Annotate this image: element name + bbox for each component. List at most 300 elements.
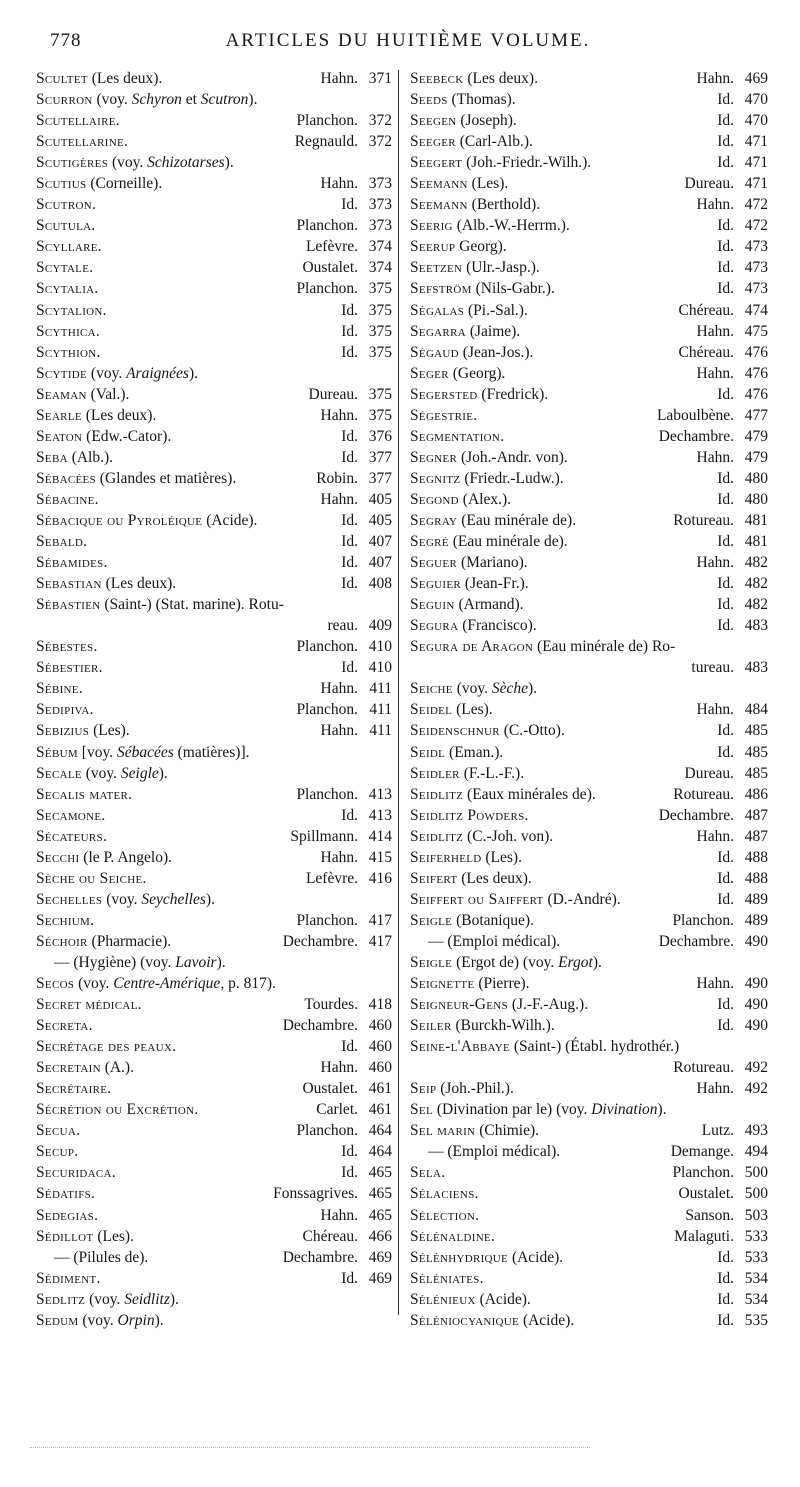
index-entry: [410, 110, 768, 131]
entry-term: [410, 278, 717, 299]
entry-term: [36, 636, 296, 657]
entry-author: Demange.: [670, 1143, 734, 1161]
entry-headword: Segura: [410, 617, 459, 635]
entry-crossref: Seigle: [120, 764, 159, 782]
entry-page: 415: [368, 848, 392, 866]
entry-term: [36, 657, 341, 678]
entry-detail: (Alex.).: [458, 490, 511, 508]
entry-page: 413: [368, 785, 392, 803]
entry-term: [410, 1099, 734, 1120]
entry-author: Hahn.: [320, 848, 358, 866]
entry-page: 485: [744, 764, 768, 782]
index-entry: [36, 1120, 392, 1141]
entry-author: Hahn.: [320, 680, 358, 698]
entry-headword: Secrétaire.: [36, 1080, 112, 1098]
index-entry: [36, 131, 392, 152]
entry-term: [36, 89, 358, 110]
entry-page: 482: [744, 575, 768, 593]
entry-headword: Sèche ou Seiche.: [36, 869, 147, 887]
page-title: ARTICLES DU HUITIÈME VOLUME.: [225, 30, 591, 51]
index-entry: [36, 447, 392, 468]
entry-author: Id.: [717, 385, 734, 403]
entry-headword: Sedum: [36, 1311, 79, 1329]
entry-page: 461: [368, 1080, 392, 1098]
entry-headword: Sédatifs.: [36, 1185, 96, 1203]
entry-author: Hahn.: [320, 406, 358, 424]
entry-detail: (voy.: [85, 1290, 125, 1308]
entry-detail: ).: [224, 154, 234, 172]
entry-detail: (Pi.-Sal.).: [464, 301, 528, 319]
entry-term: [410, 447, 697, 468]
entry-headword: Seiler: [410, 1017, 452, 1035]
entry-detail: (Joh.-Phil.).: [436, 1080, 514, 1098]
entry-page: 405: [368, 490, 392, 508]
entry-headword: Scutellaire.: [36, 112, 120, 130]
entry-headword: Séchoir: [36, 932, 88, 950]
entry-crossref: Centre-Amérique: [113, 975, 221, 993]
entry-headword: Sébamides.: [36, 554, 108, 572]
page-number: 778: [50, 30, 82, 51]
index-entry: [36, 889, 392, 910]
entry-page: 533: [744, 1227, 768, 1245]
entry-headword: Ségestrie.: [410, 406, 478, 424]
index-entry: [36, 994, 392, 1015]
entry-detail: (Joh.-Andr. von).: [457, 448, 568, 466]
entry-term: [410, 489, 717, 510]
entry-term: [410, 384, 717, 405]
index-entry: [36, 1205, 392, 1226]
entry-page: 476: [744, 385, 768, 403]
entry-term: [36, 468, 316, 489]
entry-term: [410, 342, 678, 363]
entry-author: Hahn.: [320, 175, 358, 193]
entry-author: Id.: [341, 806, 358, 824]
entry-page: 373: [368, 217, 392, 235]
entry-term: [410, 552, 697, 573]
entry-term: [36, 1310, 358, 1331]
entry-author: Dureau.: [684, 175, 734, 193]
entry-term: [410, 973, 697, 994]
entry-term: [410, 952, 734, 973]
entry-term: [36, 952, 358, 973]
index-entry: [410, 615, 768, 636]
entry-term: [410, 1268, 717, 1289]
entry-detail: (Emploi médical).: [447, 1143, 561, 1161]
entry-headword: Secret médical.: [36, 996, 142, 1014]
entry-author: Id.: [717, 112, 734, 130]
entry-author: Lefèvre.: [305, 869, 358, 887]
entry-term: [36, 363, 358, 384]
entry-page: 417: [368, 911, 392, 929]
entry-page: 482: [744, 554, 768, 572]
entry-author: Rotureau.: [673, 785, 734, 803]
index-entry: [410, 994, 768, 1015]
entry-term: [410, 720, 717, 741]
entry-page: 533: [744, 1248, 768, 1266]
entry-term: [410, 784, 673, 805]
entry-detail: (Les).: [481, 848, 522, 866]
entry-author: Tourdes.: [304, 996, 358, 1014]
index-entry: [410, 1057, 768, 1078]
entry-term: [36, 131, 295, 152]
entry-detail: (Acide).: [475, 1290, 531, 1308]
entry-term: [410, 1289, 717, 1310]
entry-page: 407: [368, 554, 392, 572]
entry-headword: Seemann: [410, 175, 468, 193]
entry-detail: tureau.: [691, 659, 734, 677]
entry-page: 490: [744, 996, 768, 1014]
entry-page: 482: [744, 596, 768, 614]
entry-term: [410, 1205, 685, 1226]
entry-crossref: Seidlitz: [124, 1290, 170, 1308]
entry-headword: Seiche: [410, 680, 453, 698]
entry-page: 474: [744, 301, 768, 319]
entry-author: Id.: [341, 301, 358, 319]
entry-term: [36, 384, 309, 405]
index-entry: [36, 552, 392, 573]
index-entry: [36, 973, 392, 994]
entry-headword: Scytide: [36, 364, 88, 382]
entry-page: 374: [368, 238, 392, 256]
entry-term: [36, 784, 296, 805]
index-entry: [36, 152, 392, 173]
entry-term: [410, 300, 678, 321]
entry-detail: (J.-F.-Aug.).: [507, 996, 589, 1014]
entry-author: Id.: [717, 1248, 734, 1266]
entry-term: [410, 699, 697, 720]
entry-page: 500: [744, 1164, 768, 1182]
entry-author: Hahn.: [696, 322, 734, 340]
index-entry: [410, 215, 768, 236]
index-entry: [410, 1162, 768, 1183]
entry-detail: (Burckh-Wilh.).: [451, 1017, 555, 1035]
entry-term: [36, 1183, 273, 1204]
entry-term: [410, 68, 697, 89]
entry-author: Id.: [717, 133, 734, 151]
entry-headword: Securidaca.: [36, 1164, 116, 1182]
entry-headword: Sélection.: [410, 1206, 480, 1224]
entry-headword: Secua.: [36, 1122, 81, 1140]
entry-author: Hahn.: [696, 701, 734, 719]
entry-term: [410, 131, 717, 152]
entry-headword: Segond: [410, 490, 459, 508]
entry-author: Id.: [717, 217, 734, 235]
entry-headword: Seemann: [410, 196, 468, 214]
entry-page: 466: [368, 1227, 392, 1245]
entry-author: Chéreau.: [678, 343, 734, 361]
entry-dash: —: [428, 1143, 448, 1161]
entry-page: 416: [368, 869, 392, 887]
index-entry: [36, 194, 392, 215]
entry-headword: Sécateurs.: [36, 827, 108, 845]
entry-page: 418: [368, 996, 392, 1014]
entry-term: [36, 1162, 341, 1183]
index-entry: [36, 173, 392, 194]
entry-crossref: Seychelles: [141, 890, 206, 908]
index-entry: [410, 426, 768, 447]
entry-author: Id.: [341, 427, 358, 445]
index-entry: [36, 321, 392, 342]
entry-term: [36, 110, 296, 131]
entry-page: 411: [369, 722, 392, 740]
entry-term: [410, 742, 717, 763]
entry-author: Dechambre.: [282, 932, 358, 950]
entry-author: Regnauld.: [294, 133, 358, 151]
entry-page: 413: [368, 806, 392, 824]
entry-dash: —: [428, 932, 448, 950]
entry-detail: et: [181, 91, 201, 109]
entry-headword: Sefström: [410, 280, 472, 298]
entry-page: 465: [368, 1206, 392, 1224]
entry-author: Dureau.: [684, 764, 734, 782]
entry-detail: ).: [205, 890, 215, 908]
entry-page: 473: [744, 238, 768, 256]
entry-headword: Séléniocyanique: [410, 1311, 520, 1329]
entry-detail: (Saint-) (Établ. hydrothér.): [510, 1038, 680, 1056]
entry-headword: Séléniates.: [410, 1269, 484, 1287]
entry-headword: Sélénaldine.: [410, 1227, 496, 1245]
entry-headword: Seidler: [410, 764, 460, 782]
entry-author: Hahn.: [320, 722, 358, 740]
entry-author: Id.: [717, 1311, 734, 1329]
entry-headword: Seidenschnur: [410, 722, 500, 740]
entry-page: 460: [368, 1038, 392, 1056]
entry-term: [36, 426, 341, 447]
index-entry: [410, 363, 768, 384]
entry-page: 375: [368, 343, 392, 361]
entry-headword: Scultet: [36, 70, 88, 87]
entry-author: Planchon.: [672, 911, 734, 929]
index-entry: [410, 552, 768, 573]
entry-author: Hahn.: [696, 827, 734, 845]
entry-page: 481: [744, 533, 768, 551]
entry-detail: (Val.).: [86, 385, 130, 403]
index-entry: [36, 1268, 392, 1289]
entry-headword: Seiferheld: [410, 848, 482, 866]
entry-detail: (Pharmacie).: [87, 932, 172, 950]
entry-headword: Segersted: [410, 385, 478, 403]
entry-headword: Segura de Aragon: [410, 638, 534, 656]
entry-detail: ).: [527, 680, 538, 698]
entry-headword: Seba: [36, 448, 68, 466]
index-entry: [410, 952, 768, 973]
entry-author: Dechambre.: [658, 427, 734, 445]
entry-author: Planchon.: [296, 911, 358, 929]
entry-term: [36, 1078, 302, 1099]
entry-page: 407: [368, 533, 392, 551]
entry-page: 494: [744, 1143, 768, 1161]
entry-page: 475: [744, 322, 768, 340]
entry-headword: Segnitz: [410, 469, 461, 487]
entry-headword: Scythica.: [36, 322, 101, 340]
entry-headword: Ségalas: [410, 301, 465, 319]
entry-detail: (Les deux).: [81, 406, 157, 424]
entry-page: 492: [744, 1080, 768, 1098]
entry-page: 493: [744, 1122, 768, 1140]
entry-page: 471: [744, 175, 768, 193]
index-entry: [36, 763, 392, 784]
entry-term: [36, 1057, 321, 1078]
index-entry: [36, 1162, 392, 1183]
index-entry: [36, 426, 392, 447]
entry-headword: Sébacées: [36, 469, 96, 487]
index-entry: [36, 1226, 392, 1247]
entry-author: Id.: [717, 259, 734, 277]
entry-detail: (Joh.-Friedr.-Wilh.).: [462, 154, 592, 172]
entry-author: Dechambre.: [658, 806, 734, 824]
entry-headword: Seaton: [36, 427, 83, 445]
entry-detail: (Ulr.-Jasp.).: [462, 259, 540, 277]
index-entry: [410, 194, 768, 215]
entry-headword: Secamone.: [36, 806, 106, 824]
index-entry: [410, 868, 768, 889]
entry-page: 486: [744, 785, 768, 803]
entry-author: Hahn.: [696, 364, 734, 382]
entry-author: Id.: [717, 996, 734, 1014]
entry-page: 410: [368, 638, 392, 656]
entry-page: 373: [368, 196, 392, 214]
entry-headword: Sedipiva.: [36, 701, 94, 719]
entry-term: [36, 763, 358, 784]
entry-detail: Georg).: [455, 238, 507, 256]
entry-headword: Seidlitz: [410, 785, 464, 803]
entry-term: [36, 1120, 296, 1141]
entry-headword: Secos: [36, 975, 75, 993]
entry-detail: (Jaime).: [465, 322, 521, 340]
entry-author: Id.: [717, 1269, 734, 1287]
entry-detail: (le P. Angelo).: [79, 848, 172, 866]
entry-term: [410, 868, 717, 889]
entry-headword: Secchi: [36, 848, 80, 866]
entry-page: 372: [368, 112, 392, 130]
entry-author: Planchon.: [672, 1164, 734, 1182]
entry-author: Fonssagrives.: [273, 1185, 358, 1203]
entry-detail: (Friedr.-Ludw.).: [460, 469, 564, 487]
entry-author: Hahn.: [320, 70, 358, 87]
entry-crossref: Divination: [591, 1101, 658, 1119]
entry-author: Id.: [717, 1017, 734, 1035]
index-entry: [410, 1289, 768, 1310]
index-entry: [36, 699, 392, 720]
entry-headword: Sébestier.: [36, 659, 103, 677]
entry-headword: Seaman: [36, 385, 87, 403]
index-entry: [410, 173, 768, 194]
entry-author: Laboulbène.: [656, 406, 734, 424]
entry-headword: Seidl: [410, 743, 446, 761]
entry-headword: Sela.: [410, 1164, 446, 1182]
entry-term: [36, 447, 341, 468]
index-entry: [36, 1099, 392, 1120]
entry-headword: Sébacine.: [36, 490, 99, 508]
entry-detail: (Hygiène) (voy.: [73, 953, 176, 971]
entry-author: Id.: [717, 743, 734, 761]
entry-term: [410, 1015, 717, 1036]
entry-detail: , p. 817).: [220, 975, 276, 993]
entry-detail: ).: [158, 764, 168, 782]
entry-term: [410, 1247, 717, 1268]
entry-headword: Seguier: [410, 575, 462, 593]
entry-author: Hahn.: [320, 1206, 358, 1224]
entry-author: Id.: [717, 533, 734, 551]
entry-crossref: Sébacées: [116, 743, 174, 761]
entry-term: [410, 805, 659, 826]
entry-author: Planchon.: [296, 785, 358, 803]
index-entry: [36, 1015, 392, 1036]
entry-headword: Scutron.: [36, 196, 97, 214]
index-entry: [410, 910, 768, 931]
entry-crossref: Schizotarses: [147, 154, 225, 172]
entry-term: [410, 636, 734, 657]
entry-detail: (Emploi médical).: [447, 932, 561, 950]
index-entry: [410, 889, 768, 910]
index-entry: [410, 321, 768, 342]
entry-author: Planchon.: [296, 280, 358, 298]
column-divider: [398, 70, 399, 1315]
entry-author: Id.: [717, 869, 734, 887]
entry-detail: (voy.: [87, 364, 127, 382]
entry-headword: Seiffert ou Saiffert: [410, 890, 544, 908]
entry-term: [36, 1226, 302, 1247]
entry-author: Chéreau.: [302, 1227, 358, 1245]
entry-page: 460: [368, 1059, 392, 1077]
index-entry: [36, 931, 392, 952]
entry-term: [36, 868, 306, 889]
index-entry: [36, 657, 392, 678]
index-entry: [36, 805, 392, 826]
entry-detail: (Eaux minérales de).: [463, 785, 596, 803]
entry-detail: (Francisco).: [458, 617, 537, 635]
entry-author: Lefèvre.: [305, 238, 358, 256]
entry-headword: Seeds: [410, 91, 448, 109]
entry-author: Id.: [717, 238, 734, 256]
entry-page: 492: [744, 1059, 768, 1077]
entry-term: [36, 805, 341, 826]
index-entry: [410, 763, 768, 784]
entry-page: 377: [368, 469, 392, 487]
index-entry: [36, 636, 392, 657]
entry-headword: Scythion.: [36, 343, 101, 361]
entry-page: 534: [744, 1269, 768, 1287]
index-entry: [410, 1120, 768, 1141]
entry-headword: Seidlitz: [410, 827, 464, 845]
index-entry: [36, 363, 392, 384]
entry-author: Id.: [717, 890, 734, 908]
entry-headword: Sédillot: [36, 1227, 94, 1245]
entry-term: [36, 931, 283, 952]
entry-detail: (Eau minérale de).: [457, 511, 577, 529]
entry-term: [410, 236, 717, 257]
entry-page: 485: [744, 722, 768, 740]
entry-author: Id.: [341, 448, 358, 466]
entry-term: [36, 342, 341, 363]
entry-detail: ).: [169, 1290, 179, 1308]
entry-headword: Sedlitz: [36, 1290, 86, 1308]
entry-term: [410, 994, 717, 1015]
index-entry: [410, 1078, 768, 1099]
entry-headword: Sébine.: [36, 680, 83, 698]
index-entry: [410, 1226, 768, 1247]
index-entry: [410, 1099, 768, 1120]
entry-detail: (voy.: [108, 154, 148, 172]
entry-term: [36, 1247, 283, 1268]
entry-headword: Seerig: [410, 217, 453, 235]
entry-detail: (voy.: [78, 1311, 118, 1329]
entry-detail: (Glandes et matières).: [95, 469, 237, 487]
entry-page: 484: [744, 701, 768, 719]
entry-headword: Seebeck: [410, 70, 464, 87]
index-entry: [410, 699, 768, 720]
entry-term: [36, 847, 321, 868]
